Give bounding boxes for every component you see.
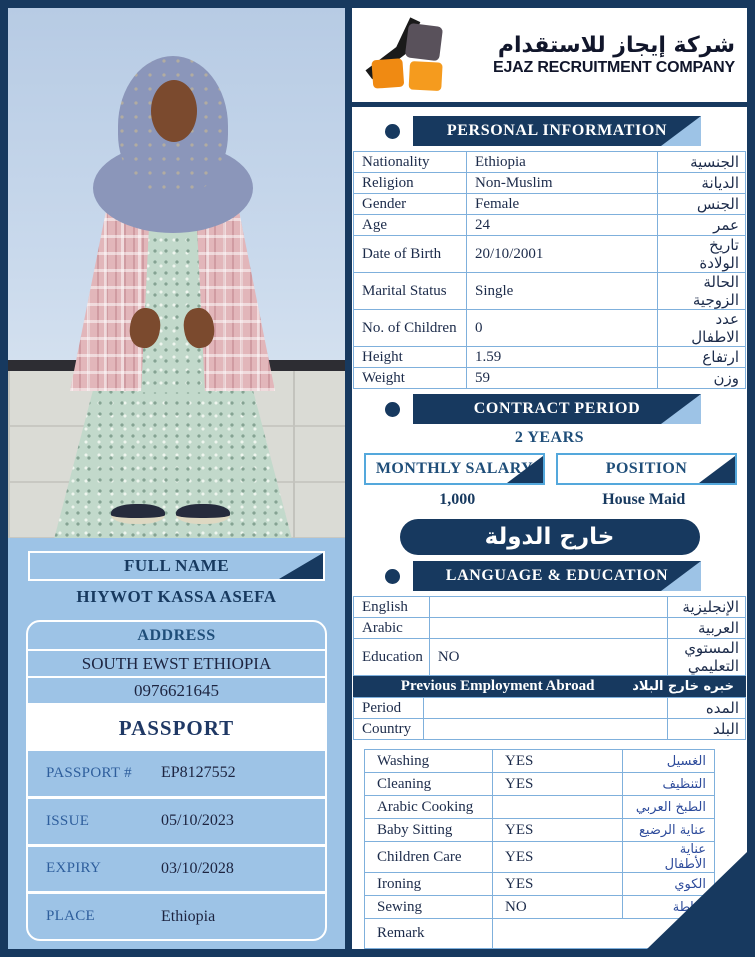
passport-number-row <box>28 751 325 799</box>
cell-value: 59 <box>467 368 658 389</box>
monthly-salary-box <box>364 453 545 485</box>
cell-label-arabic: البلد <box>668 719 746 740</box>
cell-value: NO <box>429 639 667 676</box>
table-row <box>354 173 746 194</box>
cell-label: Period <box>354 698 424 719</box>
table-row <box>354 194 746 215</box>
salary-position-row <box>352 451 747 485</box>
cell-value: YES <box>493 750 623 773</box>
cell-value: 0 <box>467 310 658 347</box>
personal-info-title: PERSONAL INFORMATION <box>446 122 668 139</box>
language-banner <box>413 561 701 591</box>
passport-place-row <box>28 894 325 939</box>
corner-wedge-icon <box>279 553 323 579</box>
corner-triangle-decoration <box>647 852 747 949</box>
passport-number-value: EP8127552 <box>161 764 236 782</box>
table-row <box>354 639 746 676</box>
table-row <box>354 310 746 347</box>
cell-label: Children Care <box>365 842 493 873</box>
personal-info-table <box>353 151 746 389</box>
address-value: SOUTH EWST ETHIOPIA <box>28 651 325 678</box>
address-passport-card <box>26 620 327 941</box>
cell-label: Marital Status <box>354 273 467 310</box>
cell-value: Female <box>467 194 658 215</box>
cell-label: Age <box>354 215 467 236</box>
cell-label-arabic: الديانة <box>658 173 746 194</box>
left-panel <box>8 8 345 949</box>
company-name-arabic: شركة إيجاز للاستقدام <box>497 33 735 59</box>
table-row <box>354 698 746 719</box>
cell-label: Cleaning <box>365 773 493 796</box>
table-row <box>354 368 746 389</box>
cell-label-arabic: تاريخ الولادة <box>658 236 746 273</box>
table-row <box>354 236 746 273</box>
cell-value: Ethiopia <box>467 152 658 173</box>
cell-label: Country <box>354 719 424 740</box>
cell-label-arabic: المستوي التعليمي <box>668 639 746 676</box>
passport-expiry-row <box>28 847 325 895</box>
table-row <box>354 273 746 310</box>
cell-value: 20/10/2001 <box>467 236 658 273</box>
cell-label: Ironing <box>365 873 493 896</box>
bullet-icon <box>385 569 400 584</box>
cell-label-arabic: ارتفاع <box>658 347 746 368</box>
salary-position-values <box>352 485 747 511</box>
cell-label-arabic: الكوي <box>623 873 715 896</box>
cell-value <box>493 796 623 819</box>
language-table <box>353 596 746 676</box>
bullet-icon <box>385 124 400 139</box>
contract-title: CONTRACT PERIOD <box>473 400 641 417</box>
cell-value: NO <box>493 896 623 919</box>
cell-label-arabic: المده <box>668 698 746 719</box>
remark-label: Remark <box>365 919 493 949</box>
candidate-face <box>151 80 197 142</box>
passport-issue-value: 05/10/2023 <box>161 812 234 830</box>
cell-label-arabic: وزن <box>658 368 746 389</box>
cv-content <box>352 107 747 949</box>
contract-banner <box>413 394 701 424</box>
cell-value: 24 <box>467 215 658 236</box>
cell-value: Single <box>467 273 658 310</box>
cell-label: English <box>354 597 430 618</box>
company-header <box>352 8 747 102</box>
cell-value <box>429 597 667 618</box>
cell-label-arabic: عمر <box>658 215 746 236</box>
candidate-photo <box>8 8 345 538</box>
table-row <box>365 773 715 796</box>
cell-label-arabic: التنظيف <box>623 773 715 796</box>
passport-place-value: Ethiopia <box>161 907 216 925</box>
cell-label-arabic: عناية الأطفال <box>623 842 715 873</box>
cell-label: Height <box>354 347 467 368</box>
position-box <box>556 453 737 485</box>
passport-place-label: PLACE <box>46 908 96 925</box>
cell-label: Washing <box>365 750 493 773</box>
table-row <box>365 819 715 842</box>
table-row <box>354 618 746 639</box>
cell-label-arabic: الجنس <box>658 194 746 215</box>
vertical-divider <box>345 8 352 949</box>
cell-label-arabic: عدد الاطفال <box>658 310 746 347</box>
corner-wedge-icon <box>699 456 735 483</box>
table-row <box>354 719 746 740</box>
table-row <box>354 347 746 368</box>
banner-wedge-icon <box>661 116 701 146</box>
monthly-salary-label: MONTHLY SALARY <box>375 460 534 477</box>
passport-expiry-label: EXPIRY <box>46 860 102 877</box>
corner-wedge-icon <box>507 456 543 483</box>
cell-value <box>424 719 668 740</box>
personal-info-banner <box>413 116 701 146</box>
personal-info-banner-row <box>352 116 747 146</box>
previous-employment-table <box>353 697 746 740</box>
passport-issue-label: ISSUE <box>46 812 90 829</box>
phone-number: 0976621645 <box>28 678 325 705</box>
cell-label: Baby Sitting <box>365 819 493 842</box>
full-name-value: HIYWOT KASSA ASEFA <box>76 587 277 606</box>
contract-banner-row <box>352 394 747 424</box>
language-title: LANGUAGE & EDUCATION <box>445 567 669 584</box>
cell-label-arabic: الجنسية <box>658 152 746 173</box>
cell-label: No. of Children <box>354 310 467 347</box>
cell-label-arabic: الغسيل <box>623 750 715 773</box>
passport-issue-row <box>28 799 325 847</box>
cell-label: Nationality <box>354 152 467 173</box>
passport-header: PASSPORT <box>28 705 325 751</box>
language-banner-row <box>352 561 747 591</box>
address-header: ADDRESS <box>28 622 325 651</box>
previous-employment-title-arabic: خبره خارج البلاد <box>632 679 734 694</box>
cell-label: Gender <box>354 194 467 215</box>
table-row <box>365 796 715 819</box>
cell-value: YES <box>493 842 623 873</box>
bullet-icon <box>385 402 400 417</box>
cell-label: Weight <box>354 368 467 389</box>
table-row <box>354 215 746 236</box>
cell-label: Sewing <box>365 896 493 919</box>
company-name-english: EJAZ RECRUITMENT COMPANY <box>492 58 735 76</box>
cell-label-arabic: الحالة الزوجية <box>658 273 746 310</box>
cell-value <box>424 698 668 719</box>
position-value: House Maid <box>602 491 686 508</box>
passport-expiry-value: 03/10/2028 <box>161 859 234 877</box>
passport-number-label: PASSPORT # <box>46 764 132 781</box>
cell-label-arabic: العربية <box>668 618 746 639</box>
company-names <box>448 33 739 76</box>
cell-value: Non-Muslim <box>467 173 658 194</box>
table-row <box>354 597 746 618</box>
table-row <box>365 750 715 773</box>
position-label: POSITION <box>605 460 688 477</box>
cell-label: Date of Birth <box>354 236 467 273</box>
cell-label: Education <box>354 639 430 676</box>
full-name-header <box>28 551 325 581</box>
right-panel <box>352 8 747 949</box>
outside-country-banner: خارج الدولة <box>400 519 700 555</box>
cell-label: Religion <box>354 173 467 194</box>
banner-wedge-icon <box>661 394 701 424</box>
banner-wedge-icon <box>661 561 701 591</box>
company-logo-icon <box>362 16 448 94</box>
cell-value: YES <box>493 773 623 796</box>
cell-label-arabic: الإنجليزية <box>668 597 746 618</box>
cell-label: Arabic <box>354 618 430 639</box>
table-row <box>354 152 746 173</box>
full-name-label: FULL NAME <box>123 556 230 575</box>
cell-label-arabic: خياطة <box>623 896 715 919</box>
cell-label: Arabic Cooking <box>365 796 493 819</box>
candidate-sandal-left <box>111 504 165 524</box>
cell-value: YES <box>493 873 623 896</box>
cell-value: YES <box>493 819 623 842</box>
previous-employment-banner <box>353 676 746 697</box>
cell-value: 1.59 <box>467 347 658 368</box>
cell-label-arabic: عناية الرضيع <box>623 819 715 842</box>
cell-value <box>429 618 667 639</box>
previous-employment-title: Previous Employment Abroad <box>400 678 595 694</box>
cell-label-arabic: الطبخ العربي <box>623 796 715 819</box>
candidate-sandal-right <box>176 504 230 524</box>
contract-period-value: 2 YEARS <box>514 429 585 446</box>
monthly-salary-value: 1,000 <box>439 491 476 508</box>
